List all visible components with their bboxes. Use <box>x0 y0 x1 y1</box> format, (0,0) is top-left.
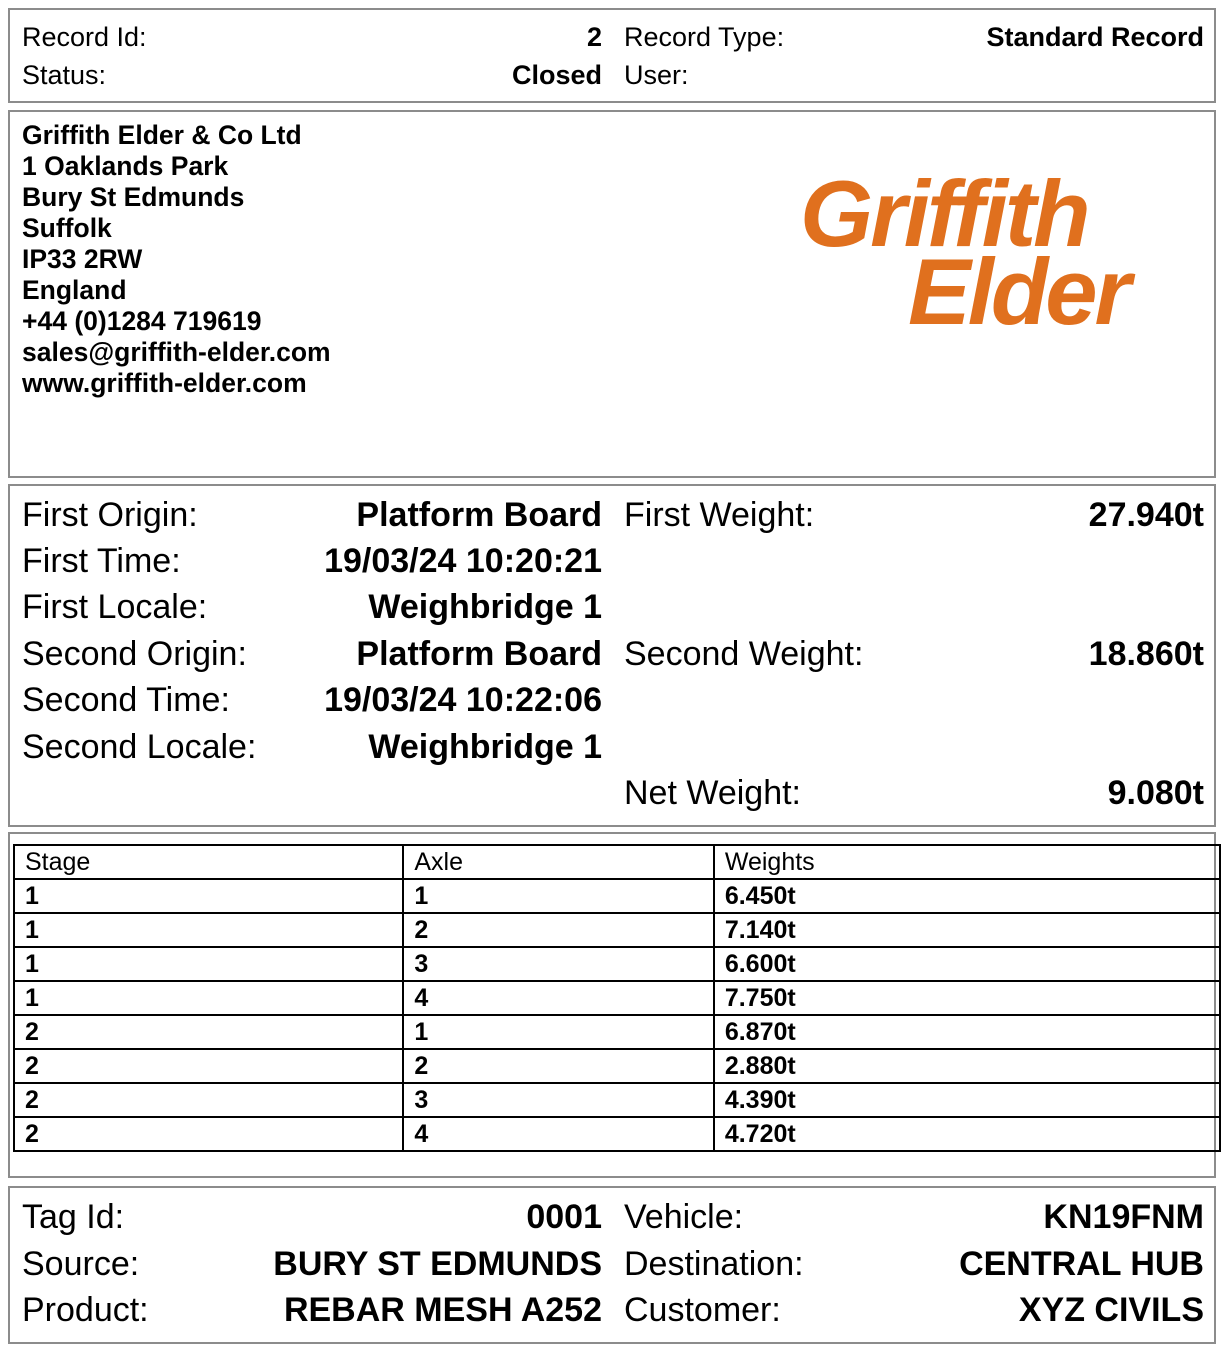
column-header-stage: Stage <box>14 845 403 879</box>
second-time-label: Second Time: <box>22 681 230 719</box>
weight-cell: 6.600t <box>714 947 1220 981</box>
axle-cell: 3 <box>403 947 713 981</box>
second-origin-label: Second Origin: <box>22 635 247 673</box>
first-locale-value: Weighbridge 1 <box>368 588 602 626</box>
company-email: sales@griffith-elder.com <box>22 337 331 367</box>
record-type-value: Standard Record <box>986 22 1204 52</box>
record-id-value: 2 <box>586 22 602 52</box>
table-row <box>14 1049 1220 1083</box>
weight-cell: 2.880t <box>714 1049 1220 1083</box>
logo-line2: Elder <box>908 239 1129 344</box>
second-weight-value: 18.860t <box>1088 635 1204 673</box>
table-row <box>14 1117 1220 1151</box>
source-value: BURY ST EDMUNDS <box>273 1245 602 1283</box>
user-label: User: <box>624 60 689 90</box>
logo-line1: Griffith <box>800 161 1088 266</box>
address-county: Suffolk <box>22 213 112 243</box>
ticket-info-panel <box>8 1186 1216 1344</box>
axle-cell: 4 <box>403 981 713 1015</box>
first-origin-label: First Origin: <box>22 496 198 534</box>
table-row <box>14 981 1220 1015</box>
axle-cell: 2 <box>403 913 713 947</box>
user-value <box>810 56 1204 94</box>
second-locale-label: Second Locale: <box>22 728 257 766</box>
table-row <box>14 1015 1220 1049</box>
record-id-label: Record Id: <box>22 22 147 52</box>
stage-cell: 1 <box>14 879 403 913</box>
second-origin-value: Platform Board <box>356 635 602 673</box>
company-address <box>22 120 331 399</box>
second-time-value: 19/03/24 10:22:06 <box>324 681 602 719</box>
address-country: England <box>22 275 127 305</box>
address-line: 1 Oaklands Park <box>22 151 229 181</box>
stage-cell: 2 <box>14 1083 403 1117</box>
axle-cell: 4 <box>403 1117 713 1151</box>
table-row <box>14 879 1220 913</box>
weighing-panel <box>8 484 1216 827</box>
stage-cell: 1 <box>14 913 403 947</box>
first-weight-value: 27.940t <box>1088 496 1204 534</box>
stage-cell: 2 <box>14 1015 403 1049</box>
axle-cell: 3 <box>403 1083 713 1117</box>
company-name: Griffith Elder & Co Ltd <box>22 120 302 150</box>
first-time-value: 19/03/24 10:20:21 <box>324 542 602 580</box>
column-header-weights: Weights <box>714 845 1220 879</box>
axle-cell: 1 <box>403 879 713 913</box>
weight-cell: 4.720t <box>714 1117 1220 1151</box>
weight-cell: 6.450t <box>714 879 1220 913</box>
destination-label: Destination: <box>624 1245 804 1283</box>
tag-id-value: 0001 <box>526 1198 602 1236</box>
product-label: Product: <box>22 1291 149 1329</box>
company-panel <box>8 110 1216 478</box>
second-weight-label: Second Weight: <box>624 635 864 673</box>
weight-cell: 6.870t <box>714 1015 1220 1049</box>
second-locale-value: Weighbridge 1 <box>368 728 602 766</box>
customer-label: Customer: <box>624 1291 781 1329</box>
address-postcode: IP33 2RW <box>22 244 143 274</box>
axle-weights-table <box>13 844 1221 1152</box>
company-website: www.griffith-elder.com <box>22 368 307 398</box>
column-header-axle: Axle <box>403 845 713 879</box>
company-phone: +44 (0)1284 719619 <box>22 306 262 336</box>
vehicle-value: KN19FNM <box>1043 1198 1204 1236</box>
weight-cell: 7.750t <box>714 981 1220 1015</box>
status-label: Status: <box>22 60 107 90</box>
address-town: Bury St Edmunds <box>22 182 245 212</box>
status-value: Closed <box>511 60 602 90</box>
product-value: REBAR MESH A252 <box>283 1291 602 1329</box>
stage-cell: 2 <box>14 1049 403 1083</box>
first-locale-label: First Locale: <box>22 588 208 626</box>
axle-cell: 1 <box>403 1015 713 1049</box>
griffith-elder-logo <box>790 161 1180 344</box>
tag-id-label: Tag Id: <box>22 1198 125 1236</box>
net-weight-value: 9.080t <box>1107 774 1204 812</box>
axle-cell: 2 <box>403 1049 713 1083</box>
stage-cell: 2 <box>14 1117 403 1151</box>
record-type-label: Record Type: <box>624 22 785 52</box>
net-weight-label: Net Weight: <box>624 774 802 812</box>
table-row <box>14 1083 1220 1117</box>
stage-cell: 1 <box>14 947 403 981</box>
vehicle-label: Vehicle: <box>624 1198 744 1236</box>
table-header-row <box>14 845 1220 879</box>
first-origin-value: Platform Board <box>356 496 602 534</box>
stage-cell: 1 <box>14 981 403 1015</box>
destination-value: CENTRAL HUB <box>959 1245 1204 1283</box>
first-time-label: First Time: <box>22 542 181 580</box>
customer-value: XYZ CIVILS <box>1018 1291 1204 1329</box>
first-weight-label: First Weight: <box>624 496 815 534</box>
table-row <box>14 947 1220 981</box>
record-header-panel <box>8 8 1216 103</box>
source-label: Source: <box>22 1245 140 1283</box>
weight-cell: 4.390t <box>714 1083 1220 1117</box>
axle-weights-panel <box>8 832 1216 1178</box>
table-row <box>14 913 1220 947</box>
weight-cell: 7.140t <box>714 913 1220 947</box>
